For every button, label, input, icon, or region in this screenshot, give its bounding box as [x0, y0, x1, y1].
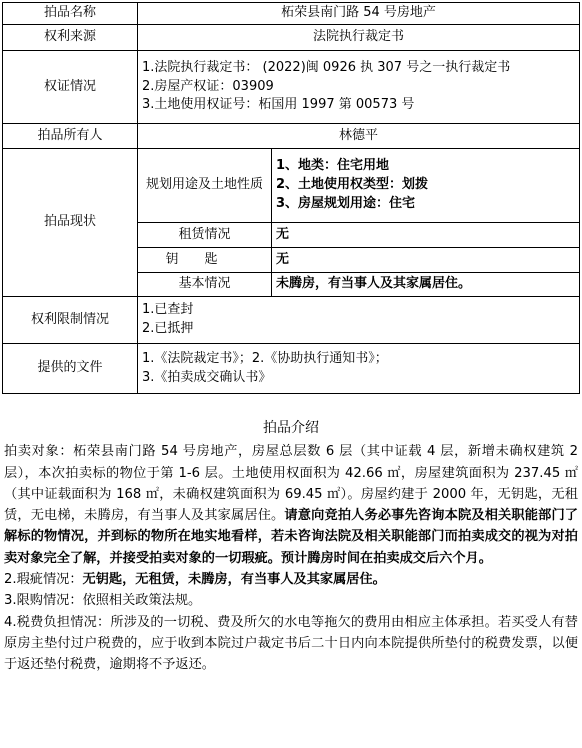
- planning-line: 3、房屋规划用途：住宅: [276, 195, 416, 211]
- status-label: 拍品现状: [3, 149, 138, 297]
- table-row: [3, 51, 580, 124]
- cert-line: 1.法院执行裁定书： (2022)闽 0926 执 307 号之一执行裁定书: [142, 59, 511, 75]
- basic-value: 未腾房，有当事人及其家属居住。: [272, 273, 580, 297]
- lease-label: 租赁情况: [138, 223, 272, 248]
- document-line: 3.《拍卖成交确认书》: [142, 369, 272, 385]
- name-value: 柘荣县南门路 54 号房地产: [138, 3, 580, 25]
- planning-label: 规划用途及土地性质: [138, 149, 272, 223]
- keys-label: 钥匙: [138, 248, 272, 273]
- table-row: [3, 124, 580, 149]
- intro-title: 拍品介绍: [263, 420, 319, 436]
- documents-label: 提供的文件: [3, 344, 138, 394]
- lot-intro: [4, 418, 578, 676]
- lease-value: 无: [272, 223, 580, 248]
- source-label: 权利来源: [3, 25, 138, 51]
- intro-paragraph-3: 3.限购情况：依照相关政策法规。: [4, 593, 202, 609]
- cert-label: 权证情况: [3, 51, 138, 124]
- intro-paragraph-4: 4.税费负担情况：所涉及的一切税、费及所欠的水电等拖欠的费用由相应主体承担。若买受人有替原房主垫付过户税费的，应于收到本院过户裁定书后二十日内向本院提供所垫付的税费发票，以便于返还垫付税费，逾期将不予返还。: [4, 614, 578, 673]
- info-table: [2, 2, 580, 394]
- intro-object-text: 拍卖对象：柘荣县南门路 54 号房地产，房屋总层数 6 层（其中证载 4 层，新增未确权建筑 2 层），本次拍卖标的物位于第 1-6 层。土地使用权面积为 42.66 ㎡，房屋建筑面积为 237.45 ㎡（其中证载面积为 168 ㎡，未确权建筑面积为 69.45 ㎡）。房屋约建于 2000 年，无钥匙，无租赁，无电梯，未腾房，有当事人及其家属居住。: [4, 444, 578, 524]
- table-row: [3, 149, 580, 223]
- table-row: [3, 344, 580, 394]
- keys-value: 无: [272, 248, 580, 273]
- intro-notice-text: 请意向竞拍人务必事先咨询本院及相关职能部门了解标的物情况，并到标的物所在地实地看样，若未咨询法院及相关职能部门而拍卖成交的视为对拍卖对象完全了解，并接受拍卖对象的一切瑕疵。预计腾房时间在拍卖成交后六个月。: [4, 508, 578, 566]
- intro-paragraph-1: [4, 441, 578, 569]
- planning-line: 1、地类：住宅用地: [276, 158, 390, 174]
- table-row: [3, 3, 580, 25]
- name-label: 拍品名称: [3, 3, 138, 25]
- table-row: [3, 25, 580, 51]
- owner-label: 拍品所有人: [3, 124, 138, 149]
- restriction-line: 1.已查封: [142, 302, 194, 318]
- planning-value: [272, 149, 580, 223]
- owner-value: 林德平: [138, 124, 580, 149]
- restrictions-label: 权利限制情况: [3, 297, 138, 344]
- document-line: 1.《法院裁定书》；2.《协助执行通知书》；: [142, 350, 388, 366]
- restrictions-value: [138, 297, 580, 344]
- restriction-line: 2.已抵押: [142, 321, 194, 336]
- planning-line: 2、土地使用权类型：划拨: [276, 177, 429, 193]
- cert-line: 2.房屋产权证：03909: [142, 78, 274, 94]
- defects-value: 无钥匙，无租赁，未腾房，有当事人及其家属居住。: [82, 572, 386, 588]
- table-row: [3, 297, 580, 344]
- cert-line: 3.土地使用权证号：柘国用 1997 第 00573 号: [142, 97, 415, 113]
- basic-label: 基本情况: [138, 273, 272, 297]
- cert-value: [138, 51, 580, 124]
- intro-paragraph-2: [4, 569, 578, 590]
- documents-value: [138, 344, 580, 394]
- defects-label: 2.瑕疵情况：: [4, 572, 83, 588]
- source-value: 法院执行裁定书: [138, 25, 580, 51]
